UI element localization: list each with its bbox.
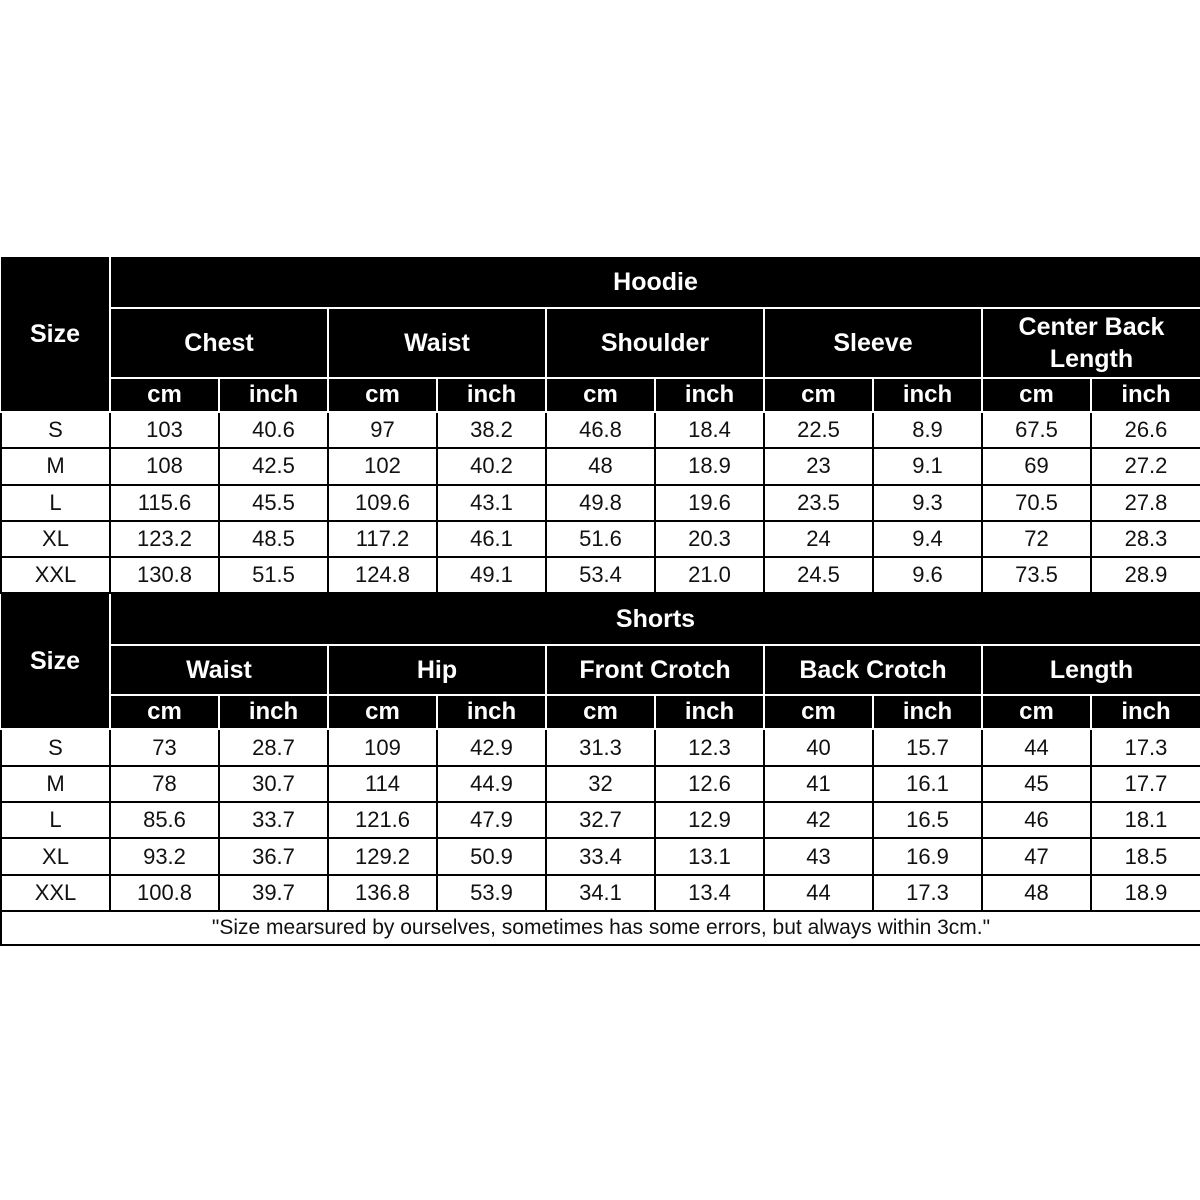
value-cell: 34.1: [546, 875, 655, 911]
value-cell: 47.9: [437, 802, 546, 838]
hoodie-measure-header: Center Back Length: [982, 308, 1200, 378]
shorts-measurement-row: [1, 645, 1200, 695]
value-cell: 16.1: [873, 766, 982, 802]
value-cell: 18.4: [655, 412, 764, 448]
size-cell: L: [1, 485, 110, 521]
shorts-measure-header: Front Crotch: [546, 645, 764, 695]
unit-inch: inch: [1091, 695, 1200, 729]
value-cell: 24.5: [764, 557, 873, 593]
value-cell: 39.7: [219, 875, 328, 911]
value-cell: 27.8: [1091, 485, 1200, 521]
unit-inch: inch: [655, 695, 764, 729]
value-cell: 130.8: [110, 557, 219, 593]
value-cell: 17.3: [1091, 729, 1200, 765]
shorts-title: Shorts: [110, 593, 1200, 645]
shorts-measure-header: Length: [982, 645, 1200, 695]
value-cell: 46.1: [437, 521, 546, 557]
size-cell: M: [1, 766, 110, 802]
value-cell: 42.9: [437, 729, 546, 765]
value-cell: 16.5: [873, 802, 982, 838]
value-cell: 53.9: [437, 875, 546, 911]
unit-inch: inch: [437, 695, 546, 729]
value-cell: 85.6: [110, 802, 219, 838]
shorts-title-row: [1, 593, 1200, 645]
value-cell: 102: [328, 448, 437, 484]
hoodie-title: Hoodie: [110, 256, 1200, 308]
value-cell: 48: [546, 448, 655, 484]
value-cell: 32: [546, 766, 655, 802]
hoodie-table-row: [1, 448, 1200, 484]
value-cell: 8.9: [873, 412, 982, 448]
size-cell: M: [1, 448, 110, 484]
hoodie-table-row: [1, 412, 1200, 448]
value-cell: 117.2: [328, 521, 437, 557]
value-cell: 43: [764, 838, 873, 874]
value-cell: 18.1: [1091, 802, 1200, 838]
value-cell: 12.6: [655, 766, 764, 802]
unit-cm: cm: [328, 378, 437, 412]
value-cell: 73: [110, 729, 219, 765]
hoodie-measure-header: Chest: [110, 308, 328, 378]
value-cell: 69: [982, 448, 1091, 484]
unit-cm: cm: [764, 695, 873, 729]
value-cell: 73.5: [982, 557, 1091, 593]
value-cell: 44: [764, 875, 873, 911]
value-cell: 18.9: [1091, 875, 1200, 911]
hoodie-title-row: [1, 256, 1200, 308]
value-cell: 45.5: [219, 485, 328, 521]
value-cell: 109.6: [328, 485, 437, 521]
value-cell: 51.6: [546, 521, 655, 557]
value-cell: 121.6: [328, 802, 437, 838]
size-table: [0, 255, 1200, 946]
value-cell: 129.2: [328, 838, 437, 874]
value-cell: 109: [328, 729, 437, 765]
unit-cm: cm: [110, 695, 219, 729]
note-row: [1, 911, 1200, 945]
value-cell: 67.5: [982, 412, 1091, 448]
value-cell: 32.7: [546, 802, 655, 838]
value-cell: 51.5: [219, 557, 328, 593]
shorts-table-row: [1, 838, 1200, 874]
value-cell: 44: [982, 729, 1091, 765]
value-cell: 103: [110, 412, 219, 448]
value-cell: 23: [764, 448, 873, 484]
value-cell: 115.6: [110, 485, 219, 521]
hoodie-measure-header: Waist: [328, 308, 546, 378]
hoodie-table-row: [1, 485, 1200, 521]
value-cell: 40.6: [219, 412, 328, 448]
value-cell: 31.3: [546, 729, 655, 765]
unit-cm: cm: [546, 695, 655, 729]
value-cell: 42: [764, 802, 873, 838]
size-cell: S: [1, 729, 110, 765]
value-cell: 93.2: [110, 838, 219, 874]
unit-inch: inch: [219, 695, 328, 729]
value-cell: 22.5: [764, 412, 873, 448]
size-header: Size: [1, 593, 110, 729]
shorts-table-row: [1, 766, 1200, 802]
size-cell: XXL: [1, 557, 110, 593]
value-cell: 21.0: [655, 557, 764, 593]
value-cell: 48: [982, 875, 1091, 911]
value-cell: 123.2: [110, 521, 219, 557]
hoodie-table-row: [1, 521, 1200, 557]
value-cell: 12.9: [655, 802, 764, 838]
value-cell: 40: [764, 729, 873, 765]
value-cell: 27.2: [1091, 448, 1200, 484]
unit-inch: inch: [655, 378, 764, 412]
value-cell: 46: [982, 802, 1091, 838]
value-cell: 72: [982, 521, 1091, 557]
value-cell: 40.2: [437, 448, 546, 484]
unit-cm: cm: [546, 378, 655, 412]
size-cell: S: [1, 412, 110, 448]
value-cell: 9.4: [873, 521, 982, 557]
size-cell: XXL: [1, 875, 110, 911]
value-cell: 28.7: [219, 729, 328, 765]
value-cell: 45: [982, 766, 1091, 802]
size-cell: XL: [1, 521, 110, 557]
value-cell: 18.9: [655, 448, 764, 484]
size-header: Size: [1, 256, 110, 412]
value-cell: 13.4: [655, 875, 764, 911]
value-cell: 124.8: [328, 557, 437, 593]
unit-inch: inch: [437, 378, 546, 412]
size-cell: XL: [1, 838, 110, 874]
hoodie-table-row: [1, 557, 1200, 593]
value-cell: 136.8: [328, 875, 437, 911]
value-cell: 9.6: [873, 557, 982, 593]
value-cell: 70.5: [982, 485, 1091, 521]
value-cell: 24: [764, 521, 873, 557]
value-cell: 97: [328, 412, 437, 448]
unit-inch: inch: [873, 378, 982, 412]
unit-cm: cm: [982, 378, 1091, 412]
value-cell: 49.1: [437, 557, 546, 593]
value-cell: 49.8: [546, 485, 655, 521]
value-cell: 23.5: [764, 485, 873, 521]
value-cell: 9.3: [873, 485, 982, 521]
value-cell: 30.7: [219, 766, 328, 802]
value-cell: 20.3: [655, 521, 764, 557]
value-cell: 42.5: [219, 448, 328, 484]
size-cell: L: [1, 802, 110, 838]
value-cell: 33.7: [219, 802, 328, 838]
value-cell: 28.9: [1091, 557, 1200, 593]
value-cell: 9.1: [873, 448, 982, 484]
value-cell: 48.5: [219, 521, 328, 557]
shorts-table-row: [1, 802, 1200, 838]
unit-inch: inch: [219, 378, 328, 412]
value-cell: 78: [110, 766, 219, 802]
hoodie-measure-header: Sleeve: [764, 308, 982, 378]
value-cell: 17.7: [1091, 766, 1200, 802]
unit-cm: cm: [764, 378, 873, 412]
value-cell: 19.6: [655, 485, 764, 521]
value-cell: 28.3: [1091, 521, 1200, 557]
value-cell: 114: [328, 766, 437, 802]
value-cell: 36.7: [219, 838, 328, 874]
shorts-measure-header: Hip: [328, 645, 546, 695]
measurement-note: "Size mearsured by ourselves, sometimes has some errors, but always within 3cm.": [1, 911, 1200, 945]
value-cell: 16.9: [873, 838, 982, 874]
value-cell: 47: [982, 838, 1091, 874]
shorts-measure-header: Waist: [110, 645, 328, 695]
shorts-measure-header: Back Crotch: [764, 645, 982, 695]
value-cell: 44.9: [437, 766, 546, 802]
unit-cm: cm: [982, 695, 1091, 729]
value-cell: 50.9: [437, 838, 546, 874]
shorts-table-row: [1, 729, 1200, 765]
value-cell: 33.4: [546, 838, 655, 874]
value-cell: 26.6: [1091, 412, 1200, 448]
value-cell: 38.2: [437, 412, 546, 448]
value-cell: 41: [764, 766, 873, 802]
unit-inch: inch: [1091, 378, 1200, 412]
hoodie-unit-row: [1, 378, 1200, 412]
value-cell: 12.3: [655, 729, 764, 765]
value-cell: 18.5: [1091, 838, 1200, 874]
unit-cm: cm: [328, 695, 437, 729]
value-cell: 13.1: [655, 838, 764, 874]
value-cell: 17.3: [873, 875, 982, 911]
unit-cm: cm: [110, 378, 219, 412]
value-cell: 43.1: [437, 485, 546, 521]
size-chart: [0, 255, 1200, 946]
hoodie-measure-header: Shoulder: [546, 308, 764, 378]
hoodie-measurement-row: [1, 308, 1200, 378]
unit-inch: inch: [873, 695, 982, 729]
shorts-unit-row: [1, 695, 1200, 729]
value-cell: 100.8: [110, 875, 219, 911]
value-cell: 15.7: [873, 729, 982, 765]
value-cell: 108: [110, 448, 219, 484]
value-cell: 46.8: [546, 412, 655, 448]
value-cell: 53.4: [546, 557, 655, 593]
shorts-table-row: [1, 875, 1200, 911]
